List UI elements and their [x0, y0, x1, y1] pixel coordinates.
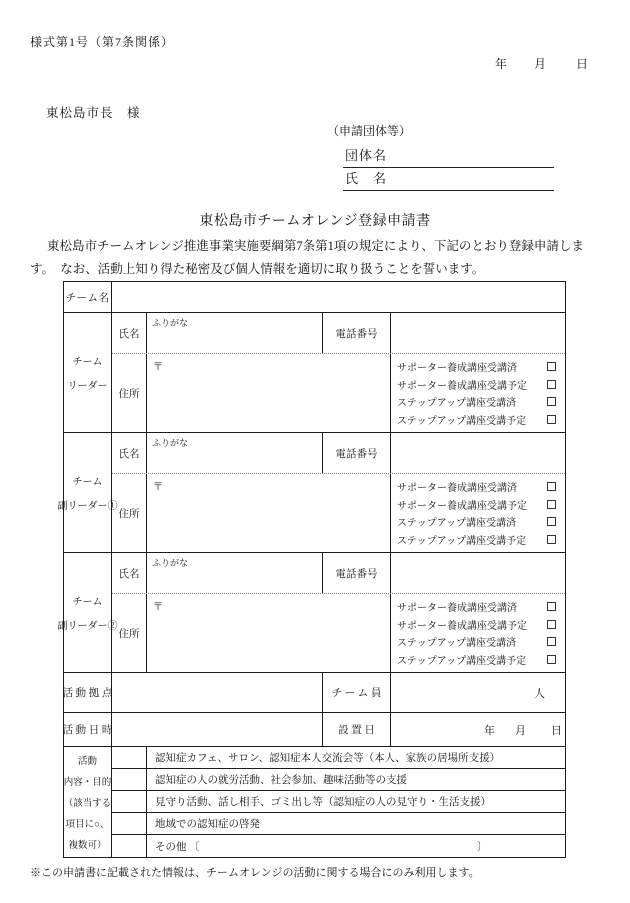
course-option-label: ステップアップ講座受講済 — [397, 518, 517, 530]
activity-row-4 — [112, 813, 565, 835]
team-name-label: チーム名 — [64, 282, 112, 312]
leader3-name-label: 氏名 — [112, 553, 147, 593]
leader1-address-input-cell[interactable] — [147, 354, 391, 432]
course-option-label: ステップアップ講座受講予定 — [397, 655, 527, 667]
course-option-label: サポーター養成講座受講済 — [397, 363, 517, 375]
purpose-line-4: 項目に○、 — [65, 820, 110, 831]
leader2-role-line1: チーム — [72, 477, 103, 488]
course-option-row — [397, 497, 556, 512]
established-year-label: 年 — [484, 724, 495, 737]
activity1-text: 認知症カフェ、サロン、認知症本人交流会等（本人、家族の居場所支援） — [155, 753, 501, 764]
activity-purpose-section — [64, 747, 565, 857]
course-option-row — [397, 652, 556, 667]
leader-section-1 — [64, 313, 565, 433]
leader1-role-line1: チーム — [72, 357, 103, 368]
group-name-label: 団体名 — [345, 148, 388, 163]
purpose-line-2: 内容・目的 — [63, 777, 112, 788]
furigana-label: ふりがな — [152, 318, 189, 328]
footnote: ※この申請書に記載された情報は、チームオレンジの活動に関する場合にのみ利用します。 — [30, 867, 480, 879]
purpose-line-1: 活動 — [77, 756, 97, 767]
established-day-label: 日 — [551, 724, 562, 737]
furigana-label: ふりがな — [152, 558, 189, 568]
activity-purpose-label-cell — [64, 747, 112, 857]
course-option-row — [397, 412, 556, 427]
activity4-mark-cell[interactable] — [112, 813, 147, 834]
established-label: 設 置 日 — [323, 713, 391, 746]
activity-row-1 — [112, 747, 565, 769]
course-option-label: サポーター養成講座受講予定 — [397, 380, 527, 392]
established-date-cell[interactable] — [391, 713, 565, 746]
activity-base-row — [64, 673, 565, 713]
leader3-address-input-cell[interactable] — [147, 594, 391, 672]
course-option-label: サポーター養成講座受講済 — [397, 603, 517, 615]
team-name-row — [64, 282, 565, 313]
leader2-course3-checkbox[interactable] — [547, 517, 556, 526]
date-line — [0, 55, 630, 72]
group-name-field[interactable] — [343, 145, 554, 168]
activity3-text: 見守り活動、話し相手、ゴミ出し等（認知症の人の見守り・生活支援） — [155, 797, 491, 808]
leader2-name-label: 氏名 — [112, 433, 147, 473]
leader1-phone-input-cell[interactable] — [391, 313, 565, 353]
body-text-line1: 東松島市チームオレンジ推進事業実施要綱第7条第1項の規定により、下記のとおり登録申請しま — [47, 239, 584, 253]
team-members-input-cell[interactable] — [391, 673, 565, 712]
furigana-label: ふりがな — [152, 438, 189, 448]
leader1-name-input-cell[interactable] — [147, 313, 323, 353]
activity5-text[interactable] — [147, 835, 565, 857]
date-day-label: 日 — [575, 57, 588, 71]
course-option-row — [397, 377, 556, 392]
leader3-role-line2: 副リーダー② — [57, 621, 118, 632]
activity-datetime-label: 活 動 日 時 — [64, 713, 112, 746]
activity2-mark-cell[interactable] — [112, 769, 147, 790]
team-name-input-cell[interactable] — [112, 282, 565, 312]
members-unit-label: 人 — [534, 687, 545, 700]
date-year-label: 年 — [494, 57, 507, 71]
leader3-course2-checkbox[interactable] — [547, 620, 556, 629]
leader3-course3-checkbox[interactable] — [547, 637, 556, 646]
addressee: 東松島市長 様 — [46, 106, 141, 120]
leader2-address-label: 住所 — [112, 474, 147, 552]
leader1-role-line2: リーダー — [67, 381, 108, 392]
leader2-course1-checkbox[interactable] — [547, 482, 556, 491]
course-option-row — [397, 599, 556, 614]
body-text-line2: す。 なお、活動上知り得た秘密及び個人情報を適切に取り扱うことを誓います。 — [30, 262, 485, 276]
person-name-label: 氏 名 — [345, 171, 388, 186]
postal-mark: 〒 — [153, 362, 163, 373]
document-title: 東松島市チームオレンジ登録申請書 — [199, 214, 431, 229]
leader-section-3 — [57, 553, 565, 673]
leader1-course4-checkbox[interactable] — [547, 415, 556, 424]
leader3-role-line1: チーム — [72, 597, 103, 608]
postal-mark: 〒 — [153, 602, 163, 613]
course-option-label: サポーター養成講座受講予定 — [397, 500, 527, 512]
purpose-line-5: 複数可） — [68, 841, 107, 852]
registration-table — [57, 281, 566, 858]
activity-base-label: 活 動 拠 点 — [64, 673, 112, 712]
leader1-course1-checkbox[interactable] — [547, 362, 556, 371]
activity3-mark-cell[interactable] — [112, 791, 147, 812]
leader2-phone-input-cell[interactable] — [391, 433, 565, 473]
leader2-role-cell — [57, 433, 118, 552]
activity-row-5 — [112, 835, 565, 857]
postal-mark: 〒 — [153, 482, 163, 493]
activity-datetime-input-cell[interactable] — [112, 713, 323, 746]
established-month-label: 月 — [515, 724, 526, 737]
form-number: 様式第1号（第7条関係） — [30, 35, 175, 49]
course-option-row — [397, 514, 556, 529]
leader1-course-status-cell — [391, 354, 565, 432]
course-option-label: サポーター養成講座受講予定 — [397, 620, 527, 632]
course-option-label: サポーター養成講座受講済 — [397, 483, 517, 495]
leader2-phone-label: 電話番号 — [323, 433, 391, 473]
course-option-row — [397, 359, 556, 374]
leader3-name-input-cell[interactable] — [147, 553, 323, 593]
leader2-course-status-cell — [391, 474, 565, 552]
leader2-name-input-cell[interactable] — [147, 433, 323, 473]
date-month-label: 月 — [533, 57, 546, 71]
leader1-role-cell — [64, 313, 112, 432]
leader3-phone-label: 電話番号 — [323, 553, 391, 593]
purpose-line-3: （該当する — [63, 798, 112, 809]
leader2-course4-checkbox[interactable] — [547, 535, 556, 544]
activity5-close-bracket: 〕 — [477, 841, 488, 853]
course-option-label: ステップアップ講座受講予定 — [397, 535, 527, 547]
course-option-label: ステップアップ講座受講済 — [397, 398, 517, 410]
person-name-field[interactable] — [343, 168, 554, 191]
leader2-course2-checkbox[interactable] — [547, 500, 556, 509]
leader3-course-status-cell — [391, 594, 565, 672]
leader1-phone-label: 電話番号 — [323, 313, 391, 353]
leader3-role-cell — [57, 553, 118, 672]
team-members-label: チ ー ム 員 — [323, 673, 391, 712]
activity1-mark-cell[interactable] — [112, 747, 147, 768]
activity-datetime-row — [64, 713, 565, 747]
activity-base-input-cell[interactable] — [112, 673, 323, 712]
leader3-course4-checkbox[interactable] — [547, 655, 556, 664]
course-option-row — [397, 532, 556, 547]
applicant-group-label: （申請団体等） — [327, 124, 412, 138]
course-option-row — [397, 479, 556, 494]
leader1-course2-checkbox[interactable] — [547, 380, 556, 389]
leader2-address-input-cell[interactable] — [147, 474, 391, 552]
course-option-row — [397, 394, 556, 409]
leader1-name-label: 氏名 — [112, 313, 147, 353]
activity-row-2 — [112, 769, 565, 791]
leader1-address-label: 住所 — [112, 354, 147, 432]
leader-section-2 — [57, 433, 565, 553]
course-option-label: ステップアップ講座受講済 — [397, 638, 517, 650]
course-option-label: ステップアップ講座受講予定 — [397, 415, 527, 427]
activity5-open-label: その他 〔 — [155, 841, 200, 853]
leader3-address-label: 住所 — [112, 594, 147, 672]
leader3-course1-checkbox[interactable] — [547, 602, 556, 611]
activity2-text: 認知症の人の就労活動、社会参加、趣味活動等の支援 — [155, 775, 407, 786]
leader3-phone-input-cell[interactable] — [391, 553, 565, 593]
activity-row-3 — [112, 791, 565, 813]
leader1-course3-checkbox[interactable] — [547, 397, 556, 406]
course-option-row — [397, 634, 556, 649]
activity4-text: 地域での認知症の啓発 — [155, 819, 260, 830]
leader2-role-line2: 副リーダー① — [57, 501, 118, 512]
activity5-mark-cell[interactable] — [112, 835, 147, 857]
course-option-row — [397, 617, 556, 632]
